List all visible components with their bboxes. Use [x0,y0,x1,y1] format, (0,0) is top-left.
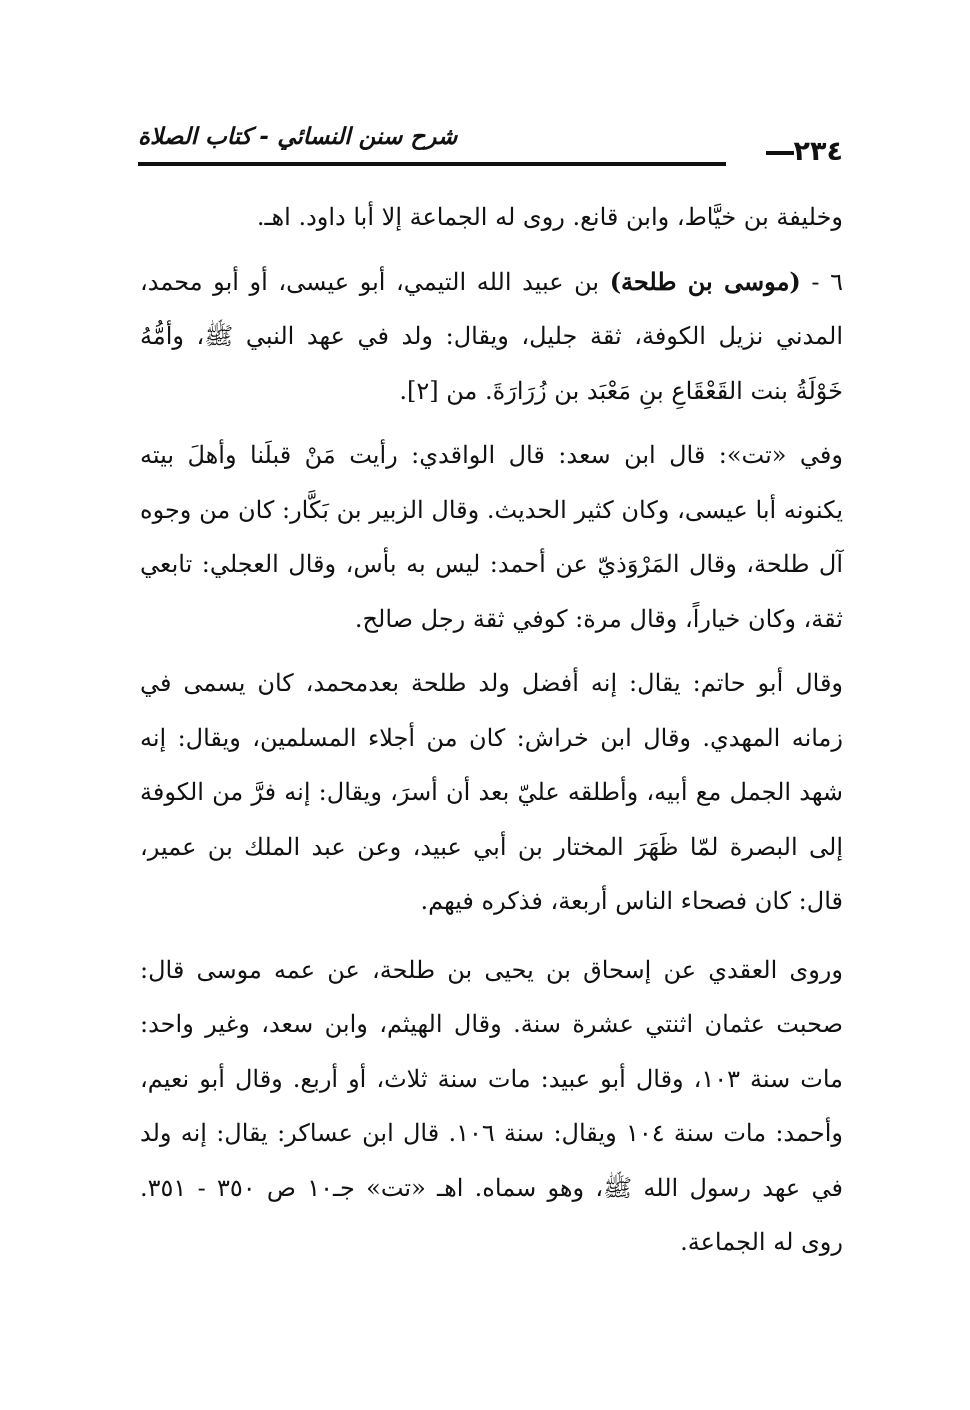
page-number-dash [766,151,794,155]
paragraph-4: وقال أبو حاتم: يقال: إنه أفضل ولد طلحة بعدمحمد، كان يسمى في زمانه المهدي. وقال ابن خراش: كان من أجلاء المسلمين، ويقال: إنه شهد الجمل مع أبيه، وأطلقه عليّ بعد أن أسرَ، ويقال: إنه فرَّ من الكوفة إلى البصرة لمّا ظَهَرَ المختار بن أبي عبيد، وعن عبد الملك بن عمير، قال: كان فصحاء الناس أربعة، فذكره فيهم. [140,669,843,915]
paragraph-2 [140,255,843,419]
running-header [138,118,843,168]
page-number [760,136,843,167]
header-rule [138,162,726,166]
paragraph-1: وخليفة بن خيَّاط، وابن قانع. روى له الجماعة إلا أبا داود. اهـ. [256,203,843,231]
page-number-text: ٢٣٤ [793,136,843,167]
running-header-title: شرح سنن النسائي - كتاب الصلاة [138,124,458,150]
narrator-name: (موسى بن طلحة) [609,266,801,296]
paragraph-5: وروى العقدي عن إسحاق بن يحيى بن طلحة، عن عمه موسى قال: صحبت عثمان اثنتي عشرة سنة. وقال الهيثم، وابن سعد، وغير واحد: مات سنة ١٠٣، وقال أبو عبيد: مات سنة ثلاث، أو أربع. وقال أبو نعيم، وأحمد: مات سنة ١٠٤ ويقال: سنة ١٠٦. قال ابن عساكر: يقال: إنه ولد في عهد رسول الله ﷺ، وهو سماه. اهـ «تت» جـ١٠ ص ٣٥٠ - ٣٥١. روى له الجماعة. [140,955,843,1256]
paragraph-3: وفي «تت»: قال ابن سعد: قال الواقدي: رأيت مَنْ قبلَنا وأهلَ بيته يكنونه أبا عيسى، وكان كثير الحديث. وقال الزبير بن بَكَّار: كان من وجوه آل طلحة، وقال المَرْوَذيّ عن أحمد: ليس به بأس، وقال العجلي: تابعي ثقة، وكان خياراً، وقال مرة: كوفي ثقة رجل صالح. [140,441,843,633]
entry-number: ٦ - [800,267,843,296]
paragraph-2-text: بن عبيد الله التيمي، أبو عيسى، أو أبو محمد، المدني نزيل الكوفة، ثقة جليل، ويقال: ولد في عهد النبي ﷺ، وأمُّهُ خَوْلَةُ بنت القَعْقَاعِ بنِ مَعْبَد بن زُرَارَةَ. من [٢]. [140,267,843,405]
body-text [140,190,843,1270]
